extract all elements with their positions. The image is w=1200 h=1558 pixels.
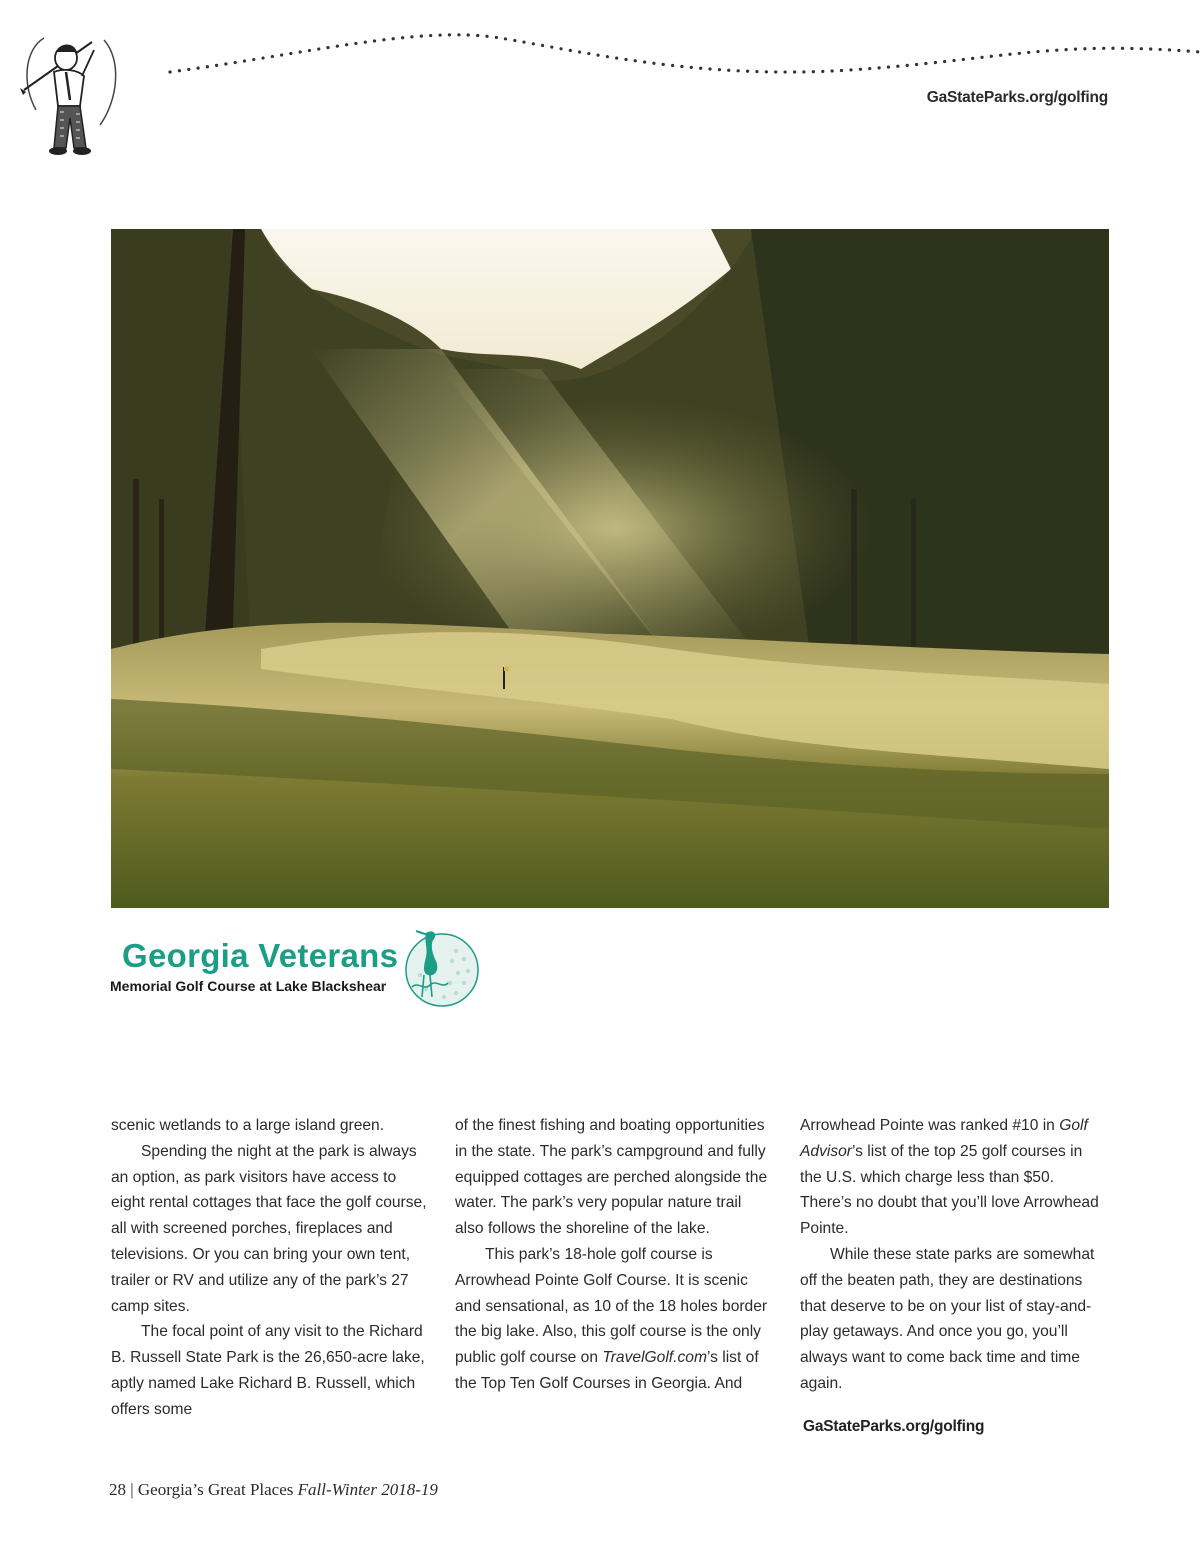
page-number: 28 bbox=[109, 1480, 126, 1499]
paragraph-text: ’s list of the top 25 golf courses in the U.S. which charge less than $50. There’s no doubt that you’ll love Arrowhead Pointe. bbox=[800, 1142, 1099, 1238]
paragraph-text: This park’s 18-hole golf course is Arrowhead Pointe Golf Course. It is scenic and sensational, as 10 of the 18 holes border the big lake. Also, this golf course is the only public golf course on bbox=[455, 1245, 768, 1367]
golf-ball-heron-emblem-icon bbox=[404, 927, 480, 1009]
website-url-header[interactable]: GaStateParks.org/golfing bbox=[926, 89, 1108, 106]
logo-subtitle: Memorial Golf Course at Lake Blackshear bbox=[110, 978, 387, 994]
paragraph: The focal point of any visit to the Richard B. Russell State Park is the 26,650-acre lake, aptly named Lake Richard B. Russell, which offers some bbox=[111, 1323, 425, 1418]
paragraph-text: Arrowhead Pointe was ranked #10 in bbox=[800, 1117, 1060, 1134]
footer-separator: | bbox=[130, 1480, 134, 1499]
website-url-link[interactable]: GaStateParks.org/golfing bbox=[803, 1418, 985, 1435]
paragraph-text: ’s list of the Top Ten Golf Courses in Georgia. And bbox=[455, 1349, 759, 1392]
article-column-3 bbox=[800, 1113, 1105, 1397]
logo-title: Georgia Veterans bbox=[122, 937, 399, 974]
publication-name: Georgia’s Great Places bbox=[137, 1480, 294, 1499]
golf-course-sunrise-photo bbox=[111, 229, 1109, 908]
paragraph: scenic wetlands to a large island green. bbox=[111, 1117, 385, 1134]
paragraph bbox=[455, 1242, 773, 1397]
paragraph: While these state parks are somewhat off the beaten path, they are destinations that deserve to be on your list of stay-and-play getaways. And once you go, you’ll always want to come back time and time again. bbox=[800, 1245, 1095, 1392]
georgia-veterans-logo bbox=[110, 925, 480, 1015]
paragraph: of the finest fishing and boating opportunities in the state. The park’s campground and fully equipped cottages are perched alongside the water. The park’s very popular nature trail also follows the shoreline of the lake. bbox=[455, 1117, 768, 1238]
article-column-1 bbox=[111, 1113, 429, 1423]
italic-title: TravelGolf.com bbox=[602, 1349, 707, 1367]
article-column-2 bbox=[455, 1113, 773, 1397]
paragraph: Spending the night at the park is always an option, as park visitors have access to eight rental cottages that face the golf course, all with screened porches, fireplaces and televisions. Or you can bring your own tent, trailer or RV and utilize any of the park’s 27 camp sites. bbox=[111, 1142, 427, 1315]
italic-title: Golf Advisor bbox=[800, 1117, 1088, 1160]
decorative-dotted-line bbox=[0, 0, 1200, 100]
golfer-illustration-icon bbox=[14, 30, 126, 162]
page-footer bbox=[109, 1480, 438, 1500]
paragraph bbox=[800, 1113, 1105, 1242]
issue-name: Fall-Winter 2018-19 bbox=[297, 1480, 438, 1499]
